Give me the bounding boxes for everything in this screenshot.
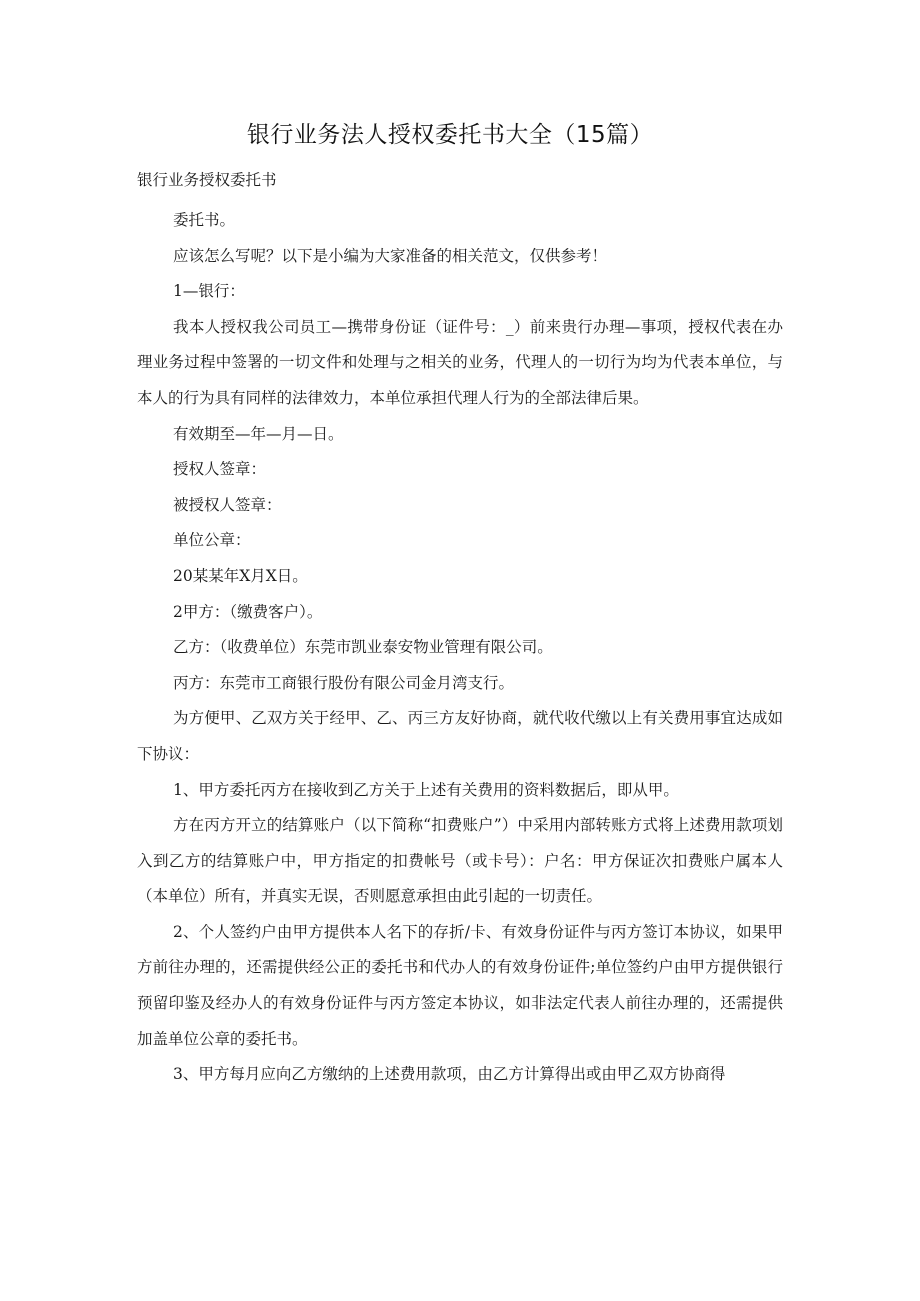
paragraph: 我本人授权我公司员工—携带身份证（证件号：_）前来贵行办理—事项，授权代表在办理业务过程中签署的一切文件和处理与之相关的业务，代理人的一切行为均为代表本单位，与本人的行为具有同样的法律效力，本单位承担代理人行为的全部法律后果。: [137, 317, 783, 407]
paragraph: 有效期至—年—月—日。: [173, 424, 344, 443]
document-subtitle: 银行业务授权委托书: [137, 171, 277, 189]
paragraph: 1、甲方委托丙方在接收到乙方关于上述有关费用的资料数据后，即从甲。: [173, 780, 679, 799]
paragraph: 为方便甲、乙双方关于经甲、乙、丙三方友好协商，就代收代缴以上有关费用事宜达成如下协议：: [137, 709, 783, 763]
paragraph: 乙方：（收费单位）东莞市凯业泰安物业管理有限公司。: [173, 638, 553, 657]
paragraph: 3、甲方每月应向乙方缴纳的上述费用款项，由乙方计算得出或由甲乙双方协商得: [173, 1065, 726, 1084]
document-body: [137, 203, 783, 1093]
paragraph: 1—银行：: [173, 282, 245, 301]
paragraph: 授权人签章：: [173, 460, 267, 479]
page-title: 银行业务法人授权委托书大全（15篇）: [246, 122, 654, 148]
paragraph: 委托书。: [173, 211, 236, 229]
paragraph: 2甲方：（缴费客户）。: [173, 602, 323, 621]
paragraph: 丙方：东莞市工商银行股份有限公司金月湾支行。: [173, 673, 515, 692]
paragraph: 被授权人签章：: [173, 495, 282, 514]
paragraph: 单位公章：: [173, 531, 251, 550]
paragraph: 2、个人签约户由甲方提供本人名下的存折/卡、有效身份证件与丙方签订本协议，如果甲方前往办理的，还需提供经公正的委托书和代办人的有效身份证件;单位签约户由甲方提供银行预留印鉴及经办人的有效身份证件与丙方签定本协议，如非法定代表人前往办理的，还需提供加盖单位公章的委托书。: [137, 922, 783, 1048]
paragraph: 20某某年X月X日。: [173, 566, 308, 585]
paragraph: 方在丙方开立的结算账户（以下简称“扣费账户”）中采用内部转账方式将上述费用款项划入到乙方的结算账户中，甲方指定的扣费帐号（或卡号）：户名：甲方保证次扣费账户属本人（本单位）所有，并真实无误，否则愿意承担由此引起的一切责任。: [137, 816, 783, 906]
paragraph: 应该怎么写呢？以下是小编为大家准备的相关范文，仅供参考！: [173, 246, 608, 265]
